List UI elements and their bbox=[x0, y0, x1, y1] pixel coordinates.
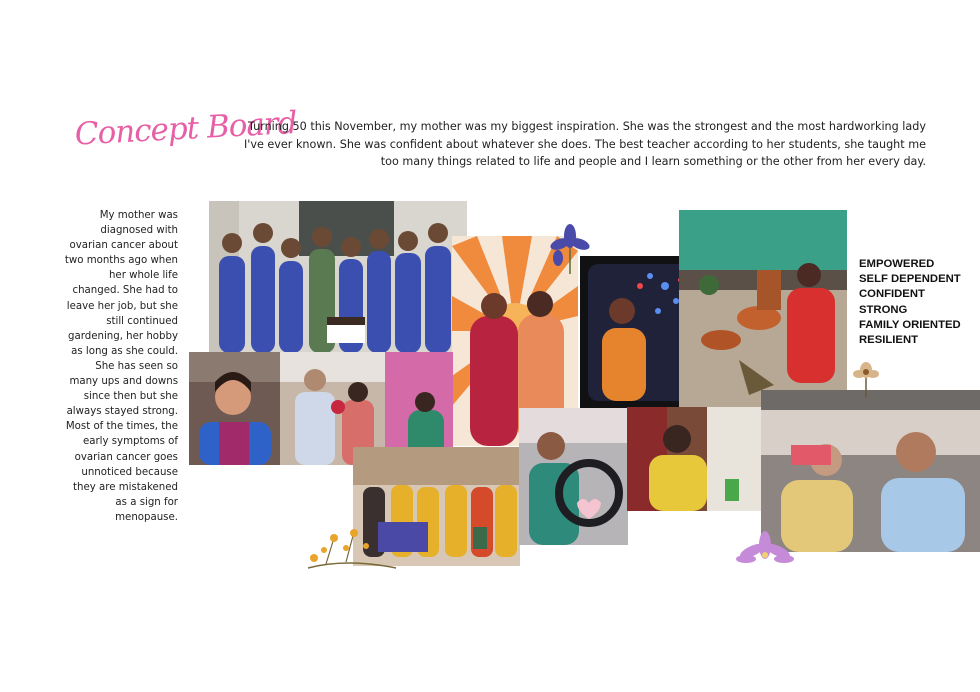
small-flower-decoration bbox=[851, 360, 881, 398]
pink-lotus-decoration bbox=[736, 529, 794, 569]
yellow-dress-photo bbox=[627, 407, 761, 511]
trait-item: STRONG bbox=[859, 303, 908, 316]
trait-item: EMPOWERED bbox=[859, 258, 935, 270]
yellow-flower-decoration bbox=[306, 528, 398, 572]
trait-item: RESILIENT bbox=[859, 334, 918, 347]
traits-list bbox=[859, 257, 979, 348]
trait-item: SELF DEPENDENT bbox=[859, 273, 961, 286]
portrait-blue-saree-photo bbox=[189, 352, 281, 465]
purple-flower-decoration bbox=[548, 222, 592, 274]
driving-photo bbox=[519, 408, 628, 545]
gardening-photo bbox=[679, 210, 847, 407]
trait-item: FAMILY ORIENTED bbox=[859, 318, 961, 331]
story-paragraph: My mother was diagnosed with ovarian cancer about two months ago when her whole life changed. She had to leave her job, but she still continued gardening, her hobby as long as she could. She has seen so many ups and downs since then but she always stayed strong. Most of the times, the early symptoms of ovarian cancer goes unnoticed because they are mistakened as a sign for menopause. bbox=[64, 210, 178, 523]
concept-board-title: Concept Board bbox=[73, 105, 298, 153]
couple-car-photo bbox=[761, 390, 980, 552]
intro-paragraph: Turning 50 this November, my mother was my biggest inspiration. She was the strongest and the most hardworking lady I've ever known. She was confident about whatever she does. The best teacher according to her students, she taught me too many things related to life and people and I learn something or the other from her every day. bbox=[243, 120, 926, 168]
group-uniform-photo bbox=[209, 201, 467, 353]
trait-item: CONFIDENT bbox=[859, 288, 925, 301]
